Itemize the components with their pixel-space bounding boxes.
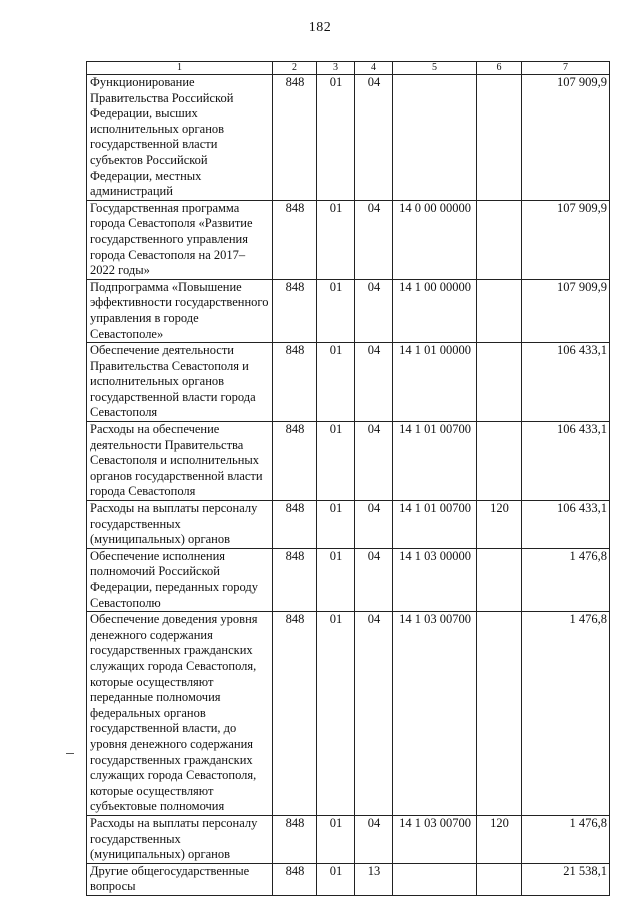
row-amount: 106 433,1 <box>522 422 610 501</box>
row-ministry-code: 848 <box>273 279 317 342</box>
header-cell-1: 1 <box>87 62 273 75</box>
header-cell-2: 2 <box>273 62 317 75</box>
header-cell-5: 5 <box>393 62 477 75</box>
table-header <box>87 62 610 75</box>
row-target-article: 14 1 03 00700 <box>393 612 477 816</box>
header-cell-4: 4 <box>355 62 393 75</box>
table-row <box>87 75 610 201</box>
row-expense-type <box>477 863 522 895</box>
table-row <box>87 548 610 611</box>
table-body <box>87 75 610 896</box>
row-amount: 1 476,8 <box>522 815 610 863</box>
table-row <box>87 279 610 342</box>
row-section-code: 01 <box>317 501 355 549</box>
row-ministry-code: 848 <box>273 422 317 501</box>
row-ministry-code: 848 <box>273 548 317 611</box>
header-cell-7: 7 <box>522 62 610 75</box>
row-amount: 1 476,8 <box>522 548 610 611</box>
row-name: Обеспечение деятельности Правительства Севастополя и исполнительных органов государственной власти города Севастополя <box>87 343 273 422</box>
table-row <box>87 863 610 895</box>
budget-table <box>86 61 610 896</box>
row-section-code: 01 <box>317 815 355 863</box>
row-section-code: 01 <box>317 612 355 816</box>
row-subsection-code: 13 <box>355 863 393 895</box>
row-section-code: 01 <box>317 200 355 279</box>
row-target-article: 14 1 00 00000 <box>393 279 477 342</box>
row-target-article: 14 1 01 00700 <box>393 501 477 549</box>
row-subsection-code: 04 <box>355 548 393 611</box>
row-expense-type <box>477 343 522 422</box>
row-section-code: 01 <box>317 548 355 611</box>
row-target-article: 14 1 03 00000 <box>393 548 477 611</box>
row-expense-type <box>477 75 522 201</box>
row-target-article <box>393 75 477 201</box>
row-expense-type <box>477 279 522 342</box>
row-ministry-code: 848 <box>273 75 317 201</box>
row-expense-type <box>477 200 522 279</box>
row-name: Обеспечение доведения уровня денежного содержания государственных гражданских служащих города Севастополя, которые осуществляют переданные полномочия федеральных органов государственной власти, до уровня денежного содержания государственных гражданских служащих города Севастополя, которые осуществляют субъектовые полномочия <box>87 612 273 816</box>
row-target-article: 14 1 01 00700 <box>393 422 477 501</box>
row-section-code: 01 <box>317 343 355 422</box>
row-amount: 106 433,1 <box>522 343 610 422</box>
row-amount: 107 909,9 <box>522 75 610 201</box>
row-ministry-code: 848 <box>273 200 317 279</box>
row-subsection-code: 04 <box>355 815 393 863</box>
table-row <box>87 343 610 422</box>
header-cell-3: 3 <box>317 62 355 75</box>
row-expense-type: 120 <box>477 501 522 549</box>
table-row <box>87 422 610 501</box>
row-target-article: 14 1 01 00000 <box>393 343 477 422</box>
row-expense-type <box>477 548 522 611</box>
row-section-code: 01 <box>317 279 355 342</box>
row-ministry-code: 848 <box>273 863 317 895</box>
row-amount: 1 476,8 <box>522 612 610 816</box>
row-amount: 21 538,1 <box>522 863 610 895</box>
row-subsection-code: 04 <box>355 279 393 342</box>
header-cell-6: 6 <box>477 62 522 75</box>
row-ministry-code: 848 <box>273 612 317 816</box>
row-name: Расходы на выплаты персоналу государственных (муниципальных) органов <box>87 501 273 549</box>
row-subsection-code: 04 <box>355 200 393 279</box>
row-subsection-code: 04 <box>355 422 393 501</box>
row-section-code: 01 <box>317 75 355 201</box>
row-amount: 107 909,9 <box>522 279 610 342</box>
row-ministry-code: 848 <box>273 815 317 863</box>
row-expense-type <box>477 422 522 501</box>
row-name: Функционирование Правительства Российской Федерации, высших исполнительных органов государственной власти субъектов Российской Федерации, местных администраций <box>87 75 273 201</box>
table-row <box>87 501 610 549</box>
row-name: Обеспечение исполнения полномочий Российской Федерации, переданных городу Севастополю <box>87 548 273 611</box>
page-number: 182 <box>308 20 332 35</box>
table-row <box>87 815 610 863</box>
row-expense-type <box>477 612 522 816</box>
row-section-code: 01 <box>317 863 355 895</box>
row-amount: 107 909,9 <box>522 200 610 279</box>
row-subsection-code: 04 <box>355 75 393 201</box>
row-ministry-code: 848 <box>273 343 317 422</box>
header-row <box>87 62 610 75</box>
row-subsection-code: 04 <box>355 343 393 422</box>
row-expense-type: 120 <box>477 815 522 863</box>
row-target-article: 14 0 00 00000 <box>393 200 477 279</box>
row-name: Расходы на обеспечение деятельности Правительства Севастополя и исполнительных органов государственной власти города Севастополя <box>87 422 273 501</box>
row-subsection-code: 04 <box>355 612 393 816</box>
row-section-code: 01 <box>317 422 355 501</box>
row-name: Государственная программа города Севастополя «Развитие государственного управления города Севастополя на 2017–2022 годы» <box>87 200 273 279</box>
table-row <box>87 612 610 816</box>
row-ministry-code: 848 <box>273 501 317 549</box>
row-name: Подпрограмма «Повышение эффективности государственного управления в городе Севастополе» <box>87 279 273 342</box>
row-target-article: 14 1 03 00700 <box>393 815 477 863</box>
row-amount: 106 433,1 <box>522 501 610 549</box>
row-name: Другие общегосударственные вопросы <box>87 863 273 895</box>
row-subsection-code: 04 <box>355 501 393 549</box>
table-row <box>87 200 610 279</box>
margin-mark <box>66 753 74 754</box>
row-target-article <box>393 863 477 895</box>
row-name: Расходы на выплаты персоналу государственных (муниципальных) органов <box>87 815 273 863</box>
